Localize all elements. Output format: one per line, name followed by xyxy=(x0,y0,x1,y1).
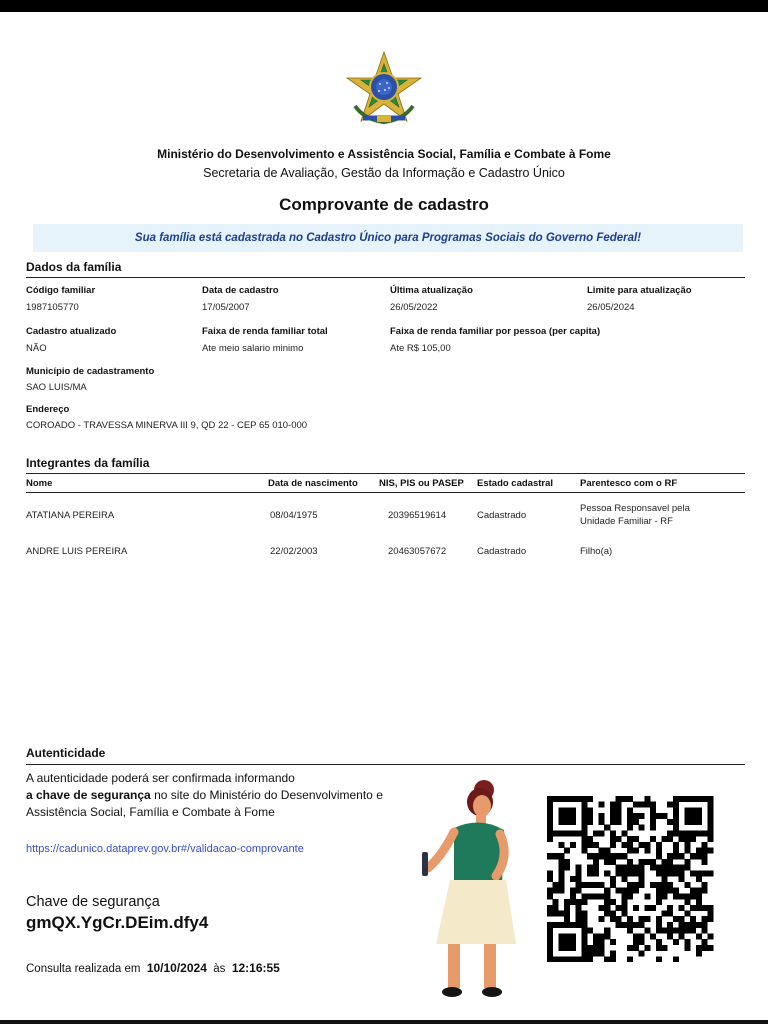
document-title: Comprovante de cadastro xyxy=(279,195,489,214)
consult-timestamp xyxy=(26,961,280,975)
faixa-renda-capita-value: Ate R$ 105,00 xyxy=(390,343,451,354)
member-birthdate: 22/02/2003 xyxy=(270,546,318,557)
codigo-familiar-value: 1987105770 xyxy=(26,302,79,313)
auth-text-bold: a chave de segurança xyxy=(26,788,151,802)
auth-section-title: Autenticidade xyxy=(26,746,106,760)
security-key-value: gmQX.YgCr.DEim.dfy4 xyxy=(26,913,209,932)
municipio-value: SAO LUIS/MA xyxy=(26,382,87,393)
family-section-rule xyxy=(26,277,745,278)
member-relationship: Pessoa Responsavel pela Unidade Familiar - RF xyxy=(580,503,690,527)
bottom-edge xyxy=(0,1020,768,1024)
member-status: Cadastrado xyxy=(477,510,527,521)
ministry-name: Ministério do Desenvolvimento e Assistência Social, Família e Combate à Fome xyxy=(157,147,611,161)
secretaria-name: Secretaria de Avaliação, Gestão da Informação e Cadastro Único xyxy=(203,166,565,180)
family-section-title: Dados da família xyxy=(26,260,122,274)
members-section-rule xyxy=(26,473,745,474)
endereco-label: Endereço xyxy=(26,404,70,415)
faixa-renda-total-label: Faixa de renda familiar total xyxy=(202,326,328,337)
member-status: Cadastrado xyxy=(477,546,527,557)
limite-atualizacao-value: 26/05/2024 xyxy=(587,302,635,313)
consult-date: 10/10/2024 xyxy=(146,961,207,975)
faixa-renda-capita-label: Faixa de renda familiar por pessoa (per capita) xyxy=(390,326,601,337)
ultima-atualizacao-label: Última atualização xyxy=(390,285,473,296)
consult-prefix: Consulta realizada em xyxy=(26,963,141,975)
member-name: ANDRE LUIS PEREIRA xyxy=(26,546,128,557)
qr-code xyxy=(540,796,720,962)
data-cadastro-value: 17/05/2007 xyxy=(202,302,250,313)
limite-atualizacao-label: Limite para atualização xyxy=(587,285,692,296)
banner-text: Sua família está cadastrada no Cadastro Único para Programas Sociais do Governo Federal! xyxy=(134,232,642,244)
validation-link[interactable]: https://cadunico.dataprev.gov.br#/validacao-comprovante xyxy=(26,843,304,855)
codigo-familiar-label: Código familiar xyxy=(26,285,96,296)
faixa-renda-total-value: Ate meio salario minimo xyxy=(202,343,304,354)
brazil-coat-of-arms-icon xyxy=(341,48,427,134)
security-key-label: Chave de segurança xyxy=(26,894,160,910)
member-nis: 20463057672 xyxy=(388,546,447,557)
auth-text-before: A autenticidade poderá ser confirmada informando xyxy=(26,771,295,785)
members-header-rule xyxy=(26,492,745,493)
member-name: ATATIANA PEREIRA xyxy=(26,510,115,521)
member-relationship: Filho(a) xyxy=(580,546,613,557)
column-header-nis: NIS, PIS ou PASEP xyxy=(379,478,464,489)
cadastro-atualizado-label: Cadastro atualizado xyxy=(26,326,117,337)
consult-time: 12:16:55 xyxy=(231,961,280,975)
cadastro-atualizado-value: NÃO xyxy=(26,343,47,354)
members-section-title: Integrantes da família xyxy=(26,456,150,470)
column-header-estado: Estado cadastral xyxy=(477,478,554,489)
auth-text-after: no site do Ministério do Desenvolvimento e Assistência Social, Família e Combate à Fome xyxy=(26,788,383,819)
registration-banner xyxy=(33,224,743,252)
column-header-nascimento: Data de nascimento xyxy=(268,478,358,489)
column-header-parentesco: Parentesco com o RF xyxy=(580,478,678,489)
data-cadastro-label: Data de cadastro xyxy=(202,285,279,296)
endereco-value: COROADO - TRAVESSA MINERVA III 9, QD 22 - CEP 65 010-000 xyxy=(26,420,308,431)
member-birthdate: 08/04/1975 xyxy=(270,510,318,521)
top-edge xyxy=(0,0,768,12)
municipio-label: Município de cadastramento xyxy=(26,366,155,377)
auth-description xyxy=(26,770,386,821)
column-header-nome: Nome xyxy=(26,478,53,489)
ultima-atualizacao-value: 26/05/2022 xyxy=(390,302,438,313)
auth-section-rule xyxy=(26,764,745,765)
member-nis: 20396519614 xyxy=(388,510,447,521)
woman-illustration xyxy=(414,772,524,1002)
consult-mid: às xyxy=(213,963,226,975)
